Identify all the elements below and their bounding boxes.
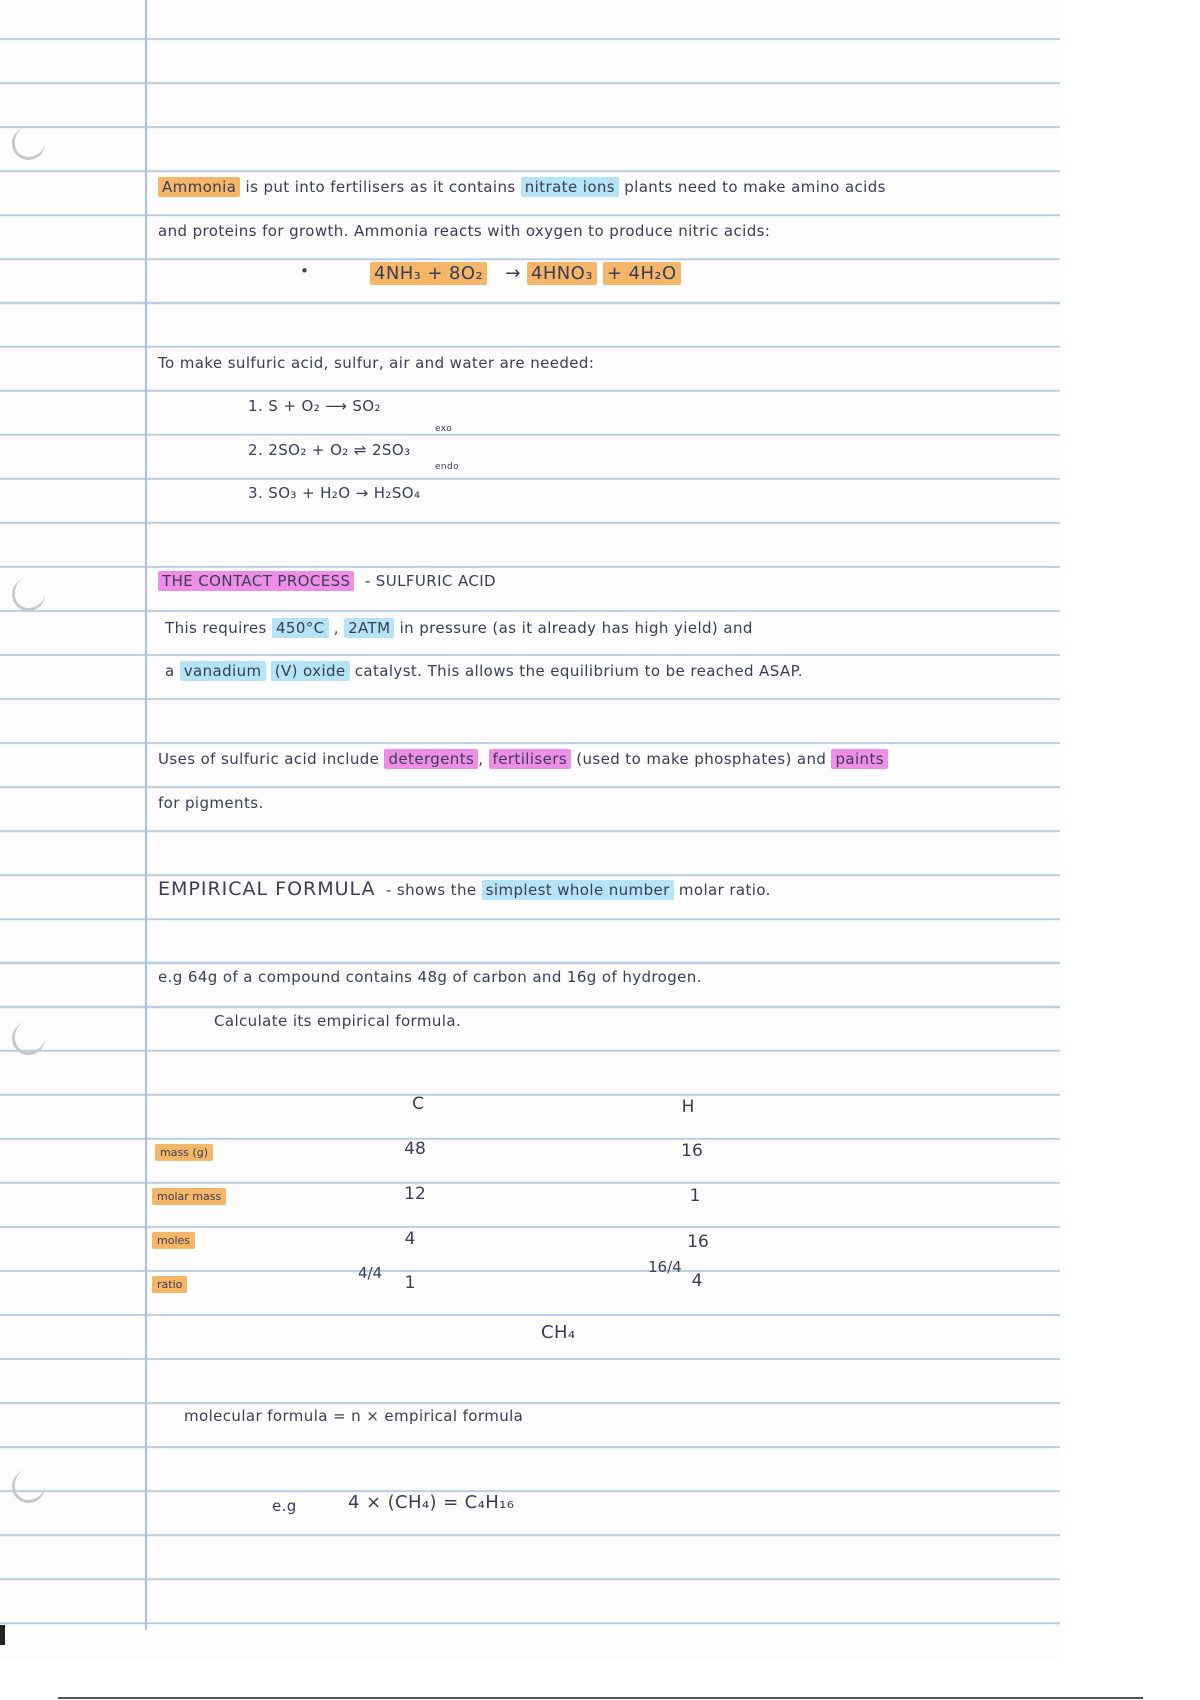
- ammonia-line-2: and proteins for growth. Ammonia reacts with oxygen to produce nitric acids:: [158, 222, 771, 240]
- molecular-formula-line: molecular formula = n × empirical formula: [184, 1407, 524, 1425]
- row-label-molar-mass: molar mass: [152, 1188, 226, 1205]
- nitrate-highlight: nitrate ions: [521, 177, 619, 197]
- punch-hole: [9, 1019, 47, 1057]
- h-mass: 16: [681, 1141, 703, 1161]
- temperature-highlight: 450°C: [272, 618, 329, 638]
- sulfuric-step-1: 1. S + O₂ ⟶ SO₂: [248, 397, 381, 415]
- uses-line-2: for pigments.: [158, 794, 264, 812]
- row-label-moles: moles: [152, 1232, 195, 1249]
- c-ratio: 1: [404, 1273, 416, 1293]
- row-label-mass: mass (g): [155, 1144, 213, 1161]
- column-header-h: H: [681, 1097, 695, 1117]
- c-molar-mass: 12: [404, 1184, 426, 1204]
- example-line-2: Calculate its empirical formula.: [214, 1012, 462, 1030]
- fertilisers-highlight: fertilisers: [489, 749, 572, 769]
- nitric-acid-equation: 4NH₃ + 8O₂ → 4HNO₃ + 4H₂O: [370, 263, 681, 284]
- pressure-highlight: 2ATM: [344, 618, 394, 638]
- column-header-c: C: [412, 1094, 424, 1114]
- contact-line-1: This requires 450°C , 2ATM in pressure (as it already has high yield) and: [165, 619, 753, 637]
- equation-product: 4HNO₃: [527, 262, 597, 285]
- c-mass: 48: [404, 1139, 426, 1159]
- example-2-expression: 4 × (CH₄) = C₄H₁₆: [348, 1492, 515, 1513]
- empirical-heading-line: EMPIRICAL FORMULA - shows the simplest whole number molar ratio.: [158, 878, 771, 900]
- bottom-rule: [58, 1697, 1143, 1699]
- sulfuric-step-2: 2. 2SO₂ + O₂ ⇌ 2SO₃: [248, 441, 411, 459]
- h-ratio: 4: [691, 1271, 703, 1291]
- equation-water: + 4H₂O: [603, 262, 681, 285]
- detergents-highlight: detergents: [384, 749, 478, 769]
- example-line-1: e.g 64g of a compound contains 48g of carbon and 16g of hydrogen.: [158, 968, 702, 986]
- punch-hole: [9, 1467, 47, 1505]
- exo-label: exo: [435, 424, 453, 434]
- ammonia-line-1: Ammonia is put into fertilisers as it contains nitrate ions plants need to make amino acids: [158, 178, 886, 196]
- simplest-highlight: simplest whole number: [482, 880, 674, 900]
- h-molar-mass: 1: [689, 1186, 701, 1206]
- contact-heading-highlight: THE CONTACT PROCESS: [158, 571, 354, 591]
- h-division: 16/4: [648, 1258, 682, 1276]
- sulfuric-step-3: 3. SO₃ + H₂O → H₂SO₄: [248, 484, 421, 502]
- row-label-ratio: ratio: [152, 1276, 187, 1293]
- empirical-heading: EMPIRICAL FORMULA: [158, 878, 376, 900]
- margin-line: [145, 0, 147, 1630]
- punch-hole: [9, 124, 47, 162]
- c-division: 4/4: [358, 1264, 383, 1282]
- h-moles: 16: [687, 1232, 709, 1252]
- endo-label: endo: [435, 462, 460, 472]
- page-edge-mark: [0, 1625, 5, 1645]
- empirical-result: CH₄: [541, 1322, 576, 1343]
- contact-line-2: a vanadium (V) oxide catalyst. This allows the equilibrium to be reached ASAP.: [165, 662, 803, 680]
- vanadium-highlight: vanadium: [180, 661, 266, 681]
- oxide-highlight: (V) oxide: [271, 661, 350, 681]
- sulfuric-intro: To make sulfuric acid, sulfur, air and water are needed:: [158, 354, 595, 372]
- equation-reactants: 4NH₃ + 8O₂: [370, 262, 487, 285]
- paints-highlight: paints: [831, 749, 887, 769]
- uses-line-1: Uses of sulfuric acid include detergents , fertilisers (used to make phosphates) and paints: [158, 750, 888, 768]
- punch-hole: [9, 575, 47, 613]
- contact-heading: THE CONTACT PROCESS - SULFURIC ACID: [158, 572, 496, 590]
- bullet-point: •: [300, 262, 310, 280]
- example-2-label: e.g: [272, 1497, 297, 1515]
- c-moles: 4: [404, 1229, 416, 1249]
- ammonia-highlight: Ammonia: [158, 177, 240, 197]
